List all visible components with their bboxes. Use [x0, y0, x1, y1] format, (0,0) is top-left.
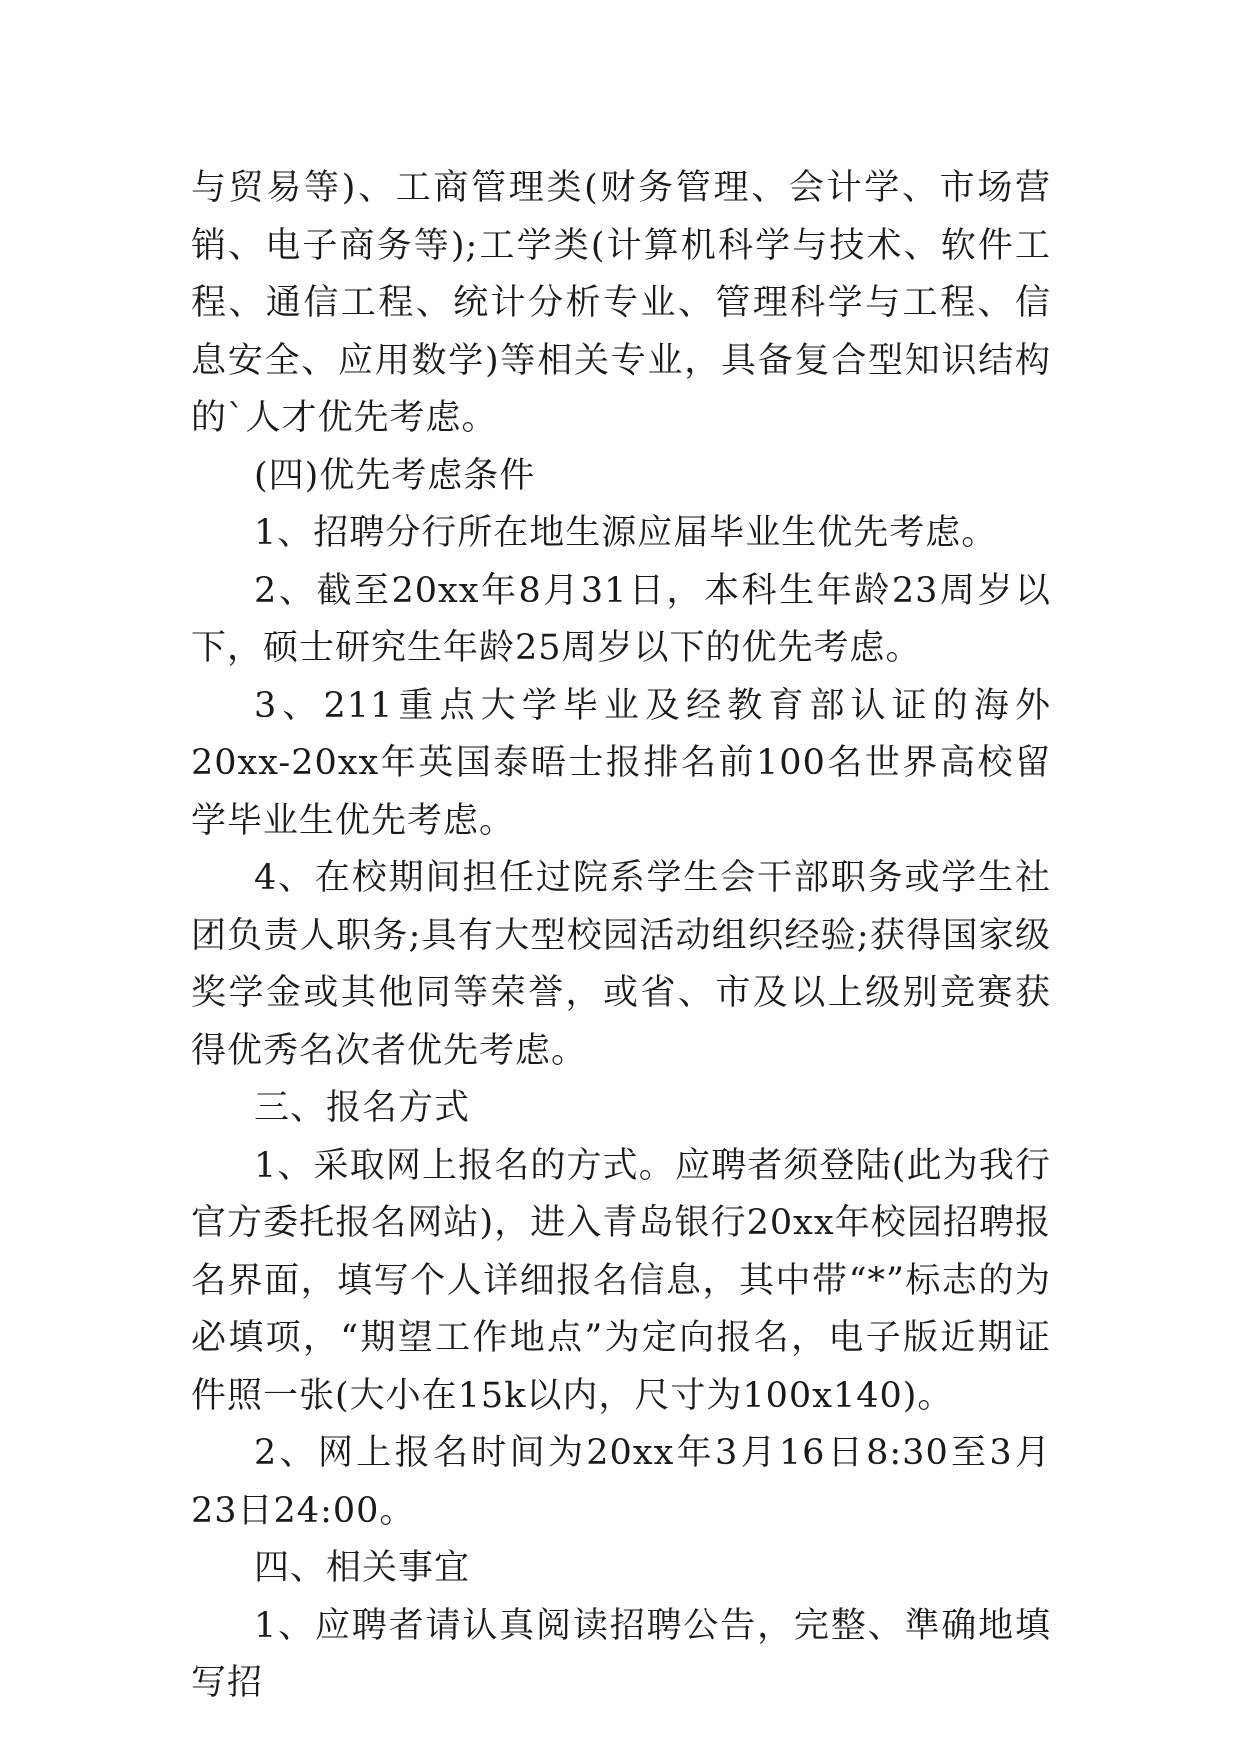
- paragraph-condition-4: 4、在校期间担任过院系学生会干部职务或学生社团负责人职务;具有大型校园活动组织经验;获得国家级奖学金或其他同等荣誉，或省、市及以上级别竞赛获得优秀名次者优先考虑。: [191, 858, 1051, 1071]
- paragraph-condition-2: 2、截至20xx年8月31日，本科生年龄23周岁以下，硕士研究生年龄25周岁以下的优先考虑。: [191, 570, 1051, 668]
- paragraph-registration-2: 2、网上报名时间为20xx年3月16日8:30至3月23日24:00。: [191, 1433, 1051, 1531]
- paragraph-major-list: 与贸易等)、工商管理类(财务管理、会计学、市场营销、电子商务等);工学类(计算机科学与技术、软件工程、通信工程、统计分析专业、管理科学与工程、信息安全、应用数学)等相关专业，具备复合型知识结构的`人才优先考虑。: [191, 168, 1051, 438]
- heading-related-matters: 四、相关事宜: [254, 1548, 471, 1588]
- paragraph-condition-3: 3、211重点大学毕业及经教育部认证的海外20xx-20xx年英国泰晤士报排名前100名世界高校留学毕业生优先考虑。: [191, 685, 1051, 841]
- paragraph-condition-1: 1、招聘分行所在地生源应届毕业生优先考虑。: [254, 513, 998, 553]
- paragraph-related-1: 1、应聘者请认真阅读招聘公告，完整、準确地填写招: [191, 1605, 1051, 1703]
- heading-priority-conditions: (四)优先考虑条件: [254, 455, 536, 496]
- paragraph-registration-1: 1、采取网上报名的方式。应聘者须登陆(此为我行官方委托报名网站)，进入青岛银行20xx年校园招聘报名界面，填写个人详细报名信息，其中带“*”标志的为必填项，“期望工作地点”为定向报名，电子版近期证件照一张(大小在15k以内，尺寸为100x140)。: [191, 1145, 1051, 1416]
- document-body: [191, 160, 1051, 1713]
- heading-registration-method: 三、报名方式: [254, 1088, 471, 1128]
